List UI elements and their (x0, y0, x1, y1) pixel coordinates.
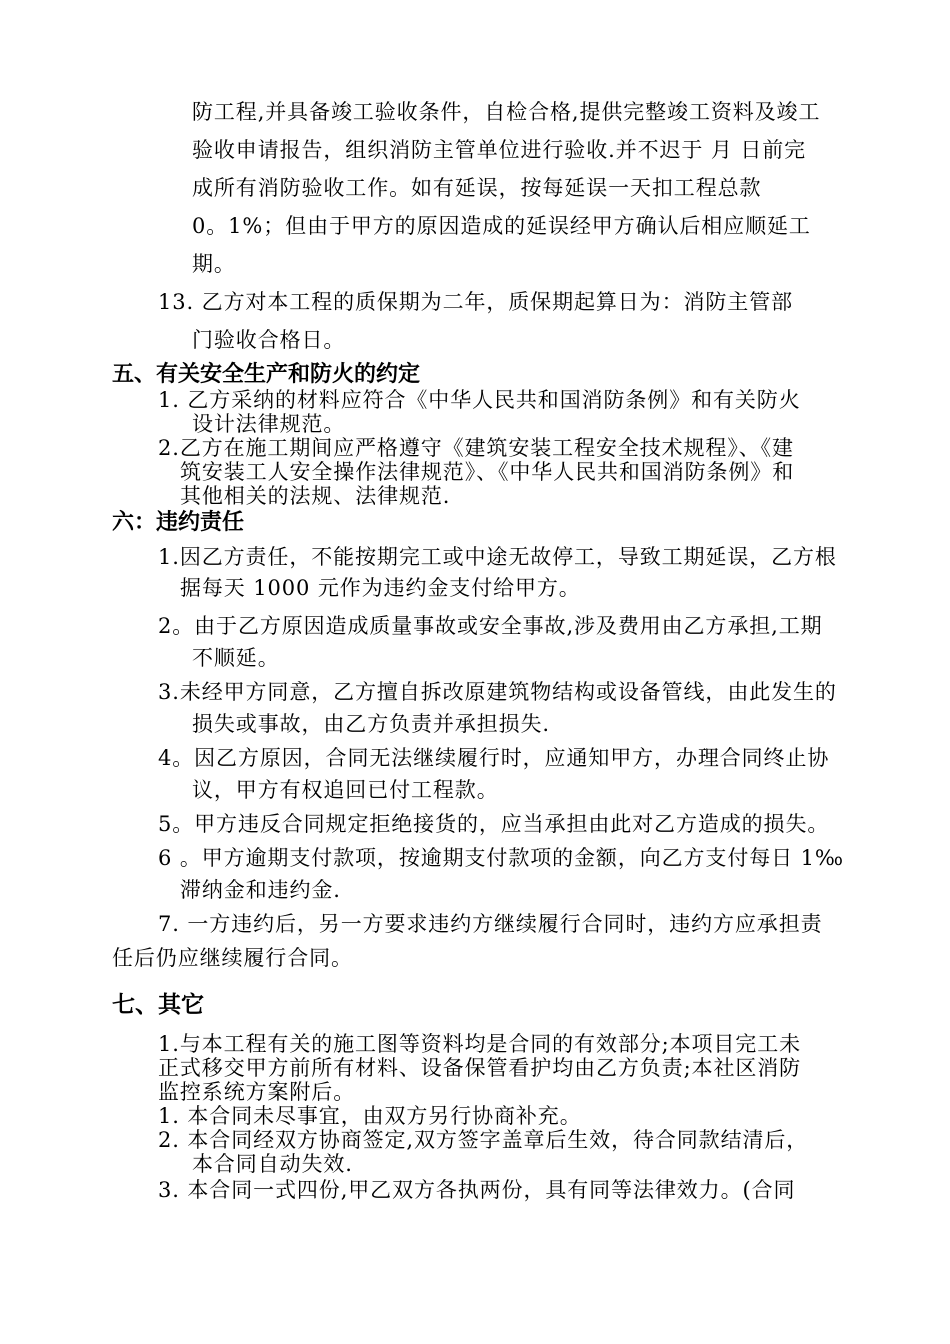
paragraph-line: 期。 (192, 252, 236, 276)
list-item: 1. 本合同未尽事宜，由双方另行协商补充。 (158, 1104, 582, 1128)
list-item-continuation: 本合同自动失效. (192, 1152, 353, 1176)
list-item-continuation: 其他相关的法规、法律规范. (180, 484, 451, 508)
section-heading: 五、有关安全生产和防火的约定 (112, 362, 421, 387)
paragraph-line: 0。1%；但由于甲方的原因造成的延误经甲方确认后相应顺延工 (192, 214, 811, 238)
list-item: 4。因乙方原因，合同无法继续履行时，应通知甲方，办理合同终止协 (158, 746, 830, 770)
list-item: 3. 本合同一式四份,甲乙双方各执两份，具有同等法律效力。(合同 (158, 1178, 796, 1202)
list-item: 2。由于乙方原因造成质量事故或安全事故,涉及费用由乙方承担,工期 (158, 614, 823, 638)
list-item: 1.因乙方责任，不能按期完工或中途无故停工，导致工期延误，乙方根 (158, 545, 837, 569)
list-item: 2. 本合同经双方协商签定,双方签字盖章后生效，待合同款结清后， (158, 1128, 809, 1152)
list-item-continuation: 滞纳金和违约金. (180, 878, 341, 902)
paragraph-line: 成所有消防验收工作。如有延误，按每延误一天扣工程总款 (192, 176, 762, 200)
list-item: 3.未经甲方同意，乙方擅自拆改原建筑物结构或设备管线，由此发生的 (158, 680, 837, 704)
section-heading: 七、其它 (112, 992, 204, 1018)
list-item-continuation: 监控系统方案附后。 (158, 1080, 356, 1104)
list-item-continuation: 不顺延。 (192, 646, 280, 670)
list-item-continuation: 筑安装工人安全操作法律规范》、《中华人民共和国消防条例》和 (180, 460, 795, 484)
list-item: 13. 乙方对本工程的质保期为二年，质保期起算日为：消防主管部 (158, 290, 793, 314)
list-item: 1.与本工程有关的施工图等资料均是合同的有效部分;本项目完工未 (158, 1032, 802, 1056)
list-item-continuation: 正式移交甲方前所有材料、设备保管看护均由乙方负责;本社区消防 (158, 1056, 802, 1080)
list-item: 5。甲方违反合同规定拒绝接货的，应当承担由此对乙方造成的损失。 (158, 812, 830, 836)
list-item-continuation: 损失或事故，由乙方负责并承担损失. (192, 712, 550, 736)
list-item: 7. 一方违约后，另一方要求违约方继续履行合同时，违约方应承担责 (158, 912, 823, 936)
section-heading: 六：违约责任 (112, 510, 245, 535)
list-item-continuation: 议，甲方有权追回已付工程款。 (192, 778, 499, 802)
list-item: 2.乙方在施工期间应严格遵守《建筑安装工程安全技术规程》、《建 (158, 436, 794, 460)
list-item: 1. 乙方采纳的材料应符合《中华人民共和国消防条例》和有关防火 (158, 388, 801, 412)
list-item-continuation: 设计法律规范。 (192, 412, 346, 436)
list-item-continuation: 门验收合格日。 (192, 328, 346, 352)
list-item-continuation: 据每天 1000 元作为违约金支付给甲方。 (180, 576, 581, 600)
paragraph-line: 防工程,并具备竣工验收条件，自检合格,提供完整竣工资料及竣工 (192, 100, 821, 124)
list-item: 6 。甲方逾期支付款项，按逾期支付款项的金额，向乙方支付每日 1‰ (158, 846, 844, 870)
list-item-continuation: 任后仍应继续履行合同。 (112, 946, 353, 970)
paragraph-line: 验收申请报告，组织消防主管单位进行验收.并不迟于 月 日前完 (192, 138, 807, 162)
